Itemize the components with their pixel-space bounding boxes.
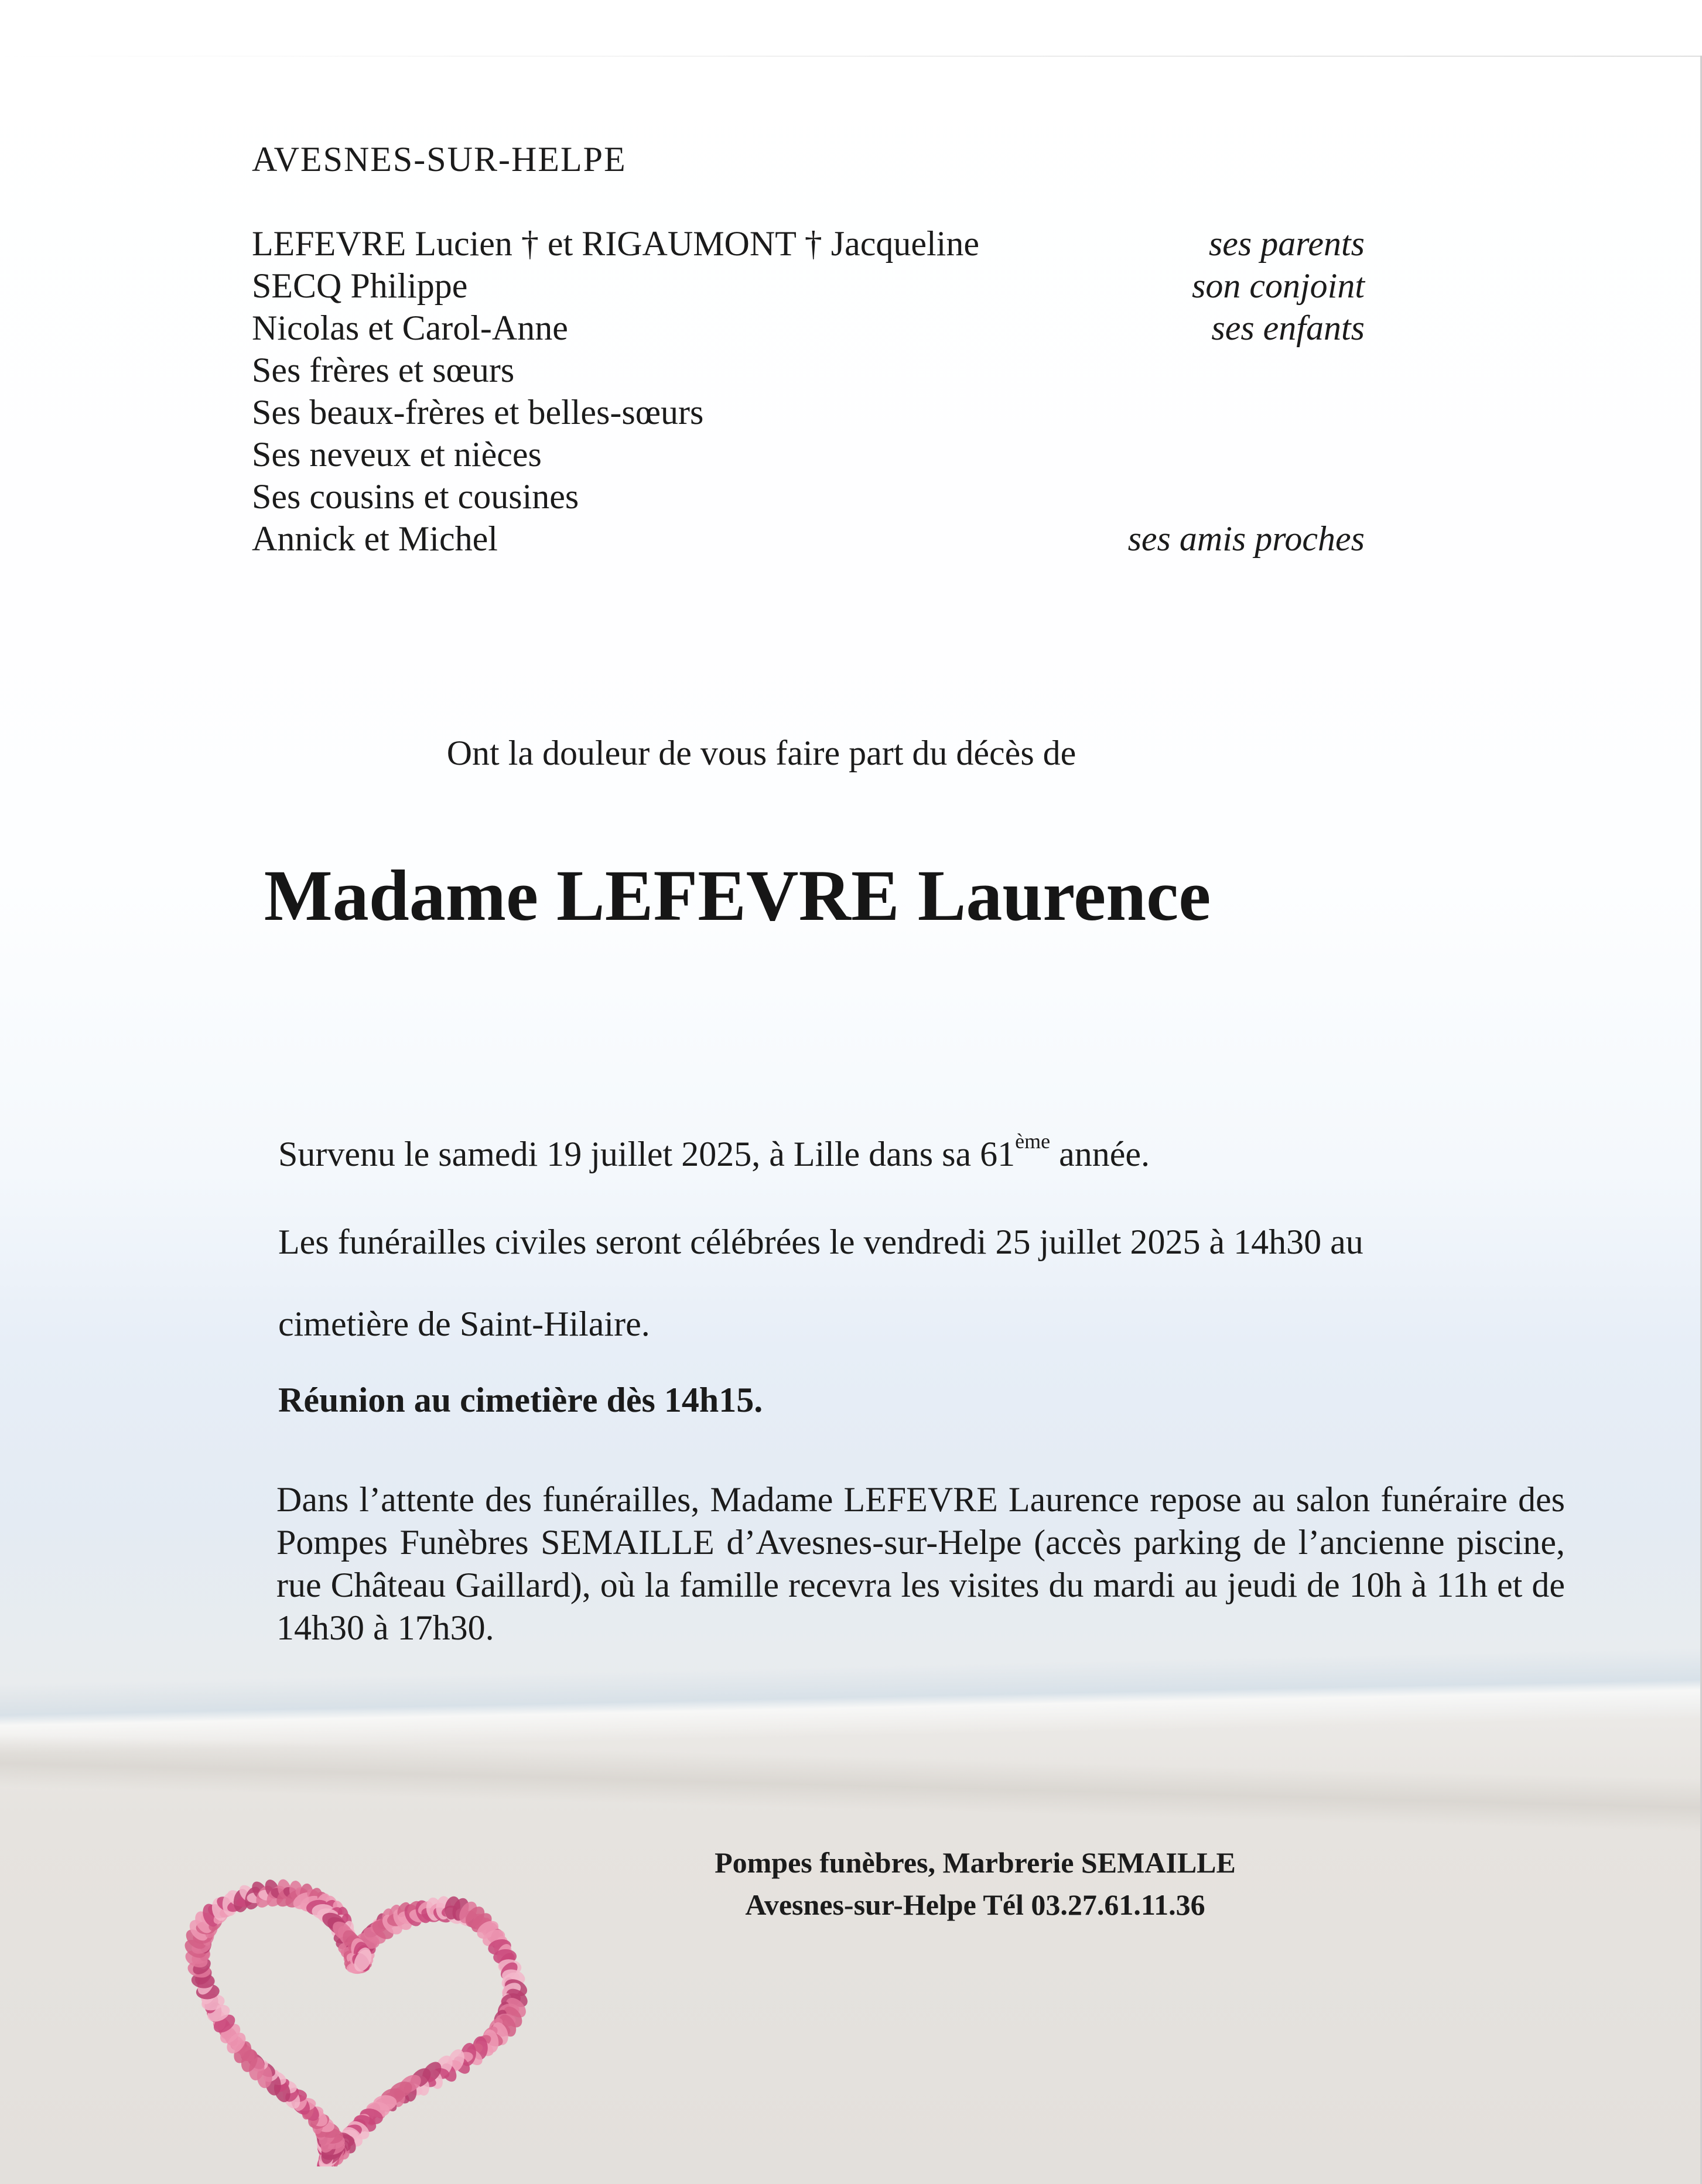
funeral-info-line-2: cimetière de Saint-Hilaire. [278,1305,650,1343]
family-member-name: LEFEVRE Lucien † et RIGAUMONT † Jacqueline [252,224,979,263]
family-row [252,475,1365,518]
family-row [252,391,1365,433]
family-row [252,265,1365,307]
deceased-name: Madame LEFEVRE Laurence [264,855,1211,936]
death-notice [278,1129,1150,1175]
funeral-home-contact: Avesnes-sur-Helpe Tél 03.27.61.11.36 [745,1888,1205,1921]
family-member-name: Ses neveux et nièces [252,435,542,474]
family-member-name: Ses beaux-frères et belles-sœurs [252,393,704,432]
shoreline-foam [0,1648,1702,1754]
family-relation: ses parents [1208,224,1365,263]
family-member-name: Ses cousins et cousines [252,477,579,516]
city-heading: AVESNES-SUR-HELPE [252,140,627,179]
meeting-info: Réunion au cimetière dès 14h15. [278,1381,763,1419]
family-relation: son conjoint [1192,266,1365,305]
family-member-name: SECQ Philippe [252,266,468,305]
family-row [252,433,1365,475]
death-notice-text: Survenu le samedi 19 juillet 2025, à Lille dans sa 61 [278,1135,1016,1173]
family-member-name: Annick et Michel [252,519,498,558]
family-member-name: Nicolas et Carol-Anne [252,309,568,347]
funeral-info-line-1: Les funérailles civiles seront célébrées le vendredi 25 juillet 2025 à 14h30 au [278,1223,1363,1261]
visits-paragraph: Dans l’attente des funérailles, Madame LEFEVRE Laurence repose au salon funéraire des Pompes Funèbres SEMAILLE d’Avesnes-sur-Helpe (accès parking de l’ancienne piscine, rue Château Gaillard), où la famille recevra les visites du mardi au jeudi de 10h à 11h et de 14h30 à 17h30. [276,1480,1565,1647]
family-member-name: Ses frères et sœurs [252,351,515,389]
announcement-intro: Ont la douleur de vous faire part du décès de [446,734,1076,772]
scan-top-edge [0,56,1702,57]
family-row [252,307,1365,349]
shoreline-wet-sand [0,1734,1702,1832]
funeral-home-name: Pompes funèbres, Marbrerie SEMAILLE [715,1846,1236,1879]
family-row [252,349,1365,391]
death-notice-end: année. [1050,1135,1150,1173]
family-list [252,222,1365,560]
family-relation: ses enfants [1211,309,1365,347]
family-row [252,222,1365,265]
family-relation: ses amis proches [1127,519,1365,558]
ordinal-suffix: ème [1015,1129,1051,1153]
family-row [252,518,1365,560]
flower-heart-icon [141,1862,562,2166]
